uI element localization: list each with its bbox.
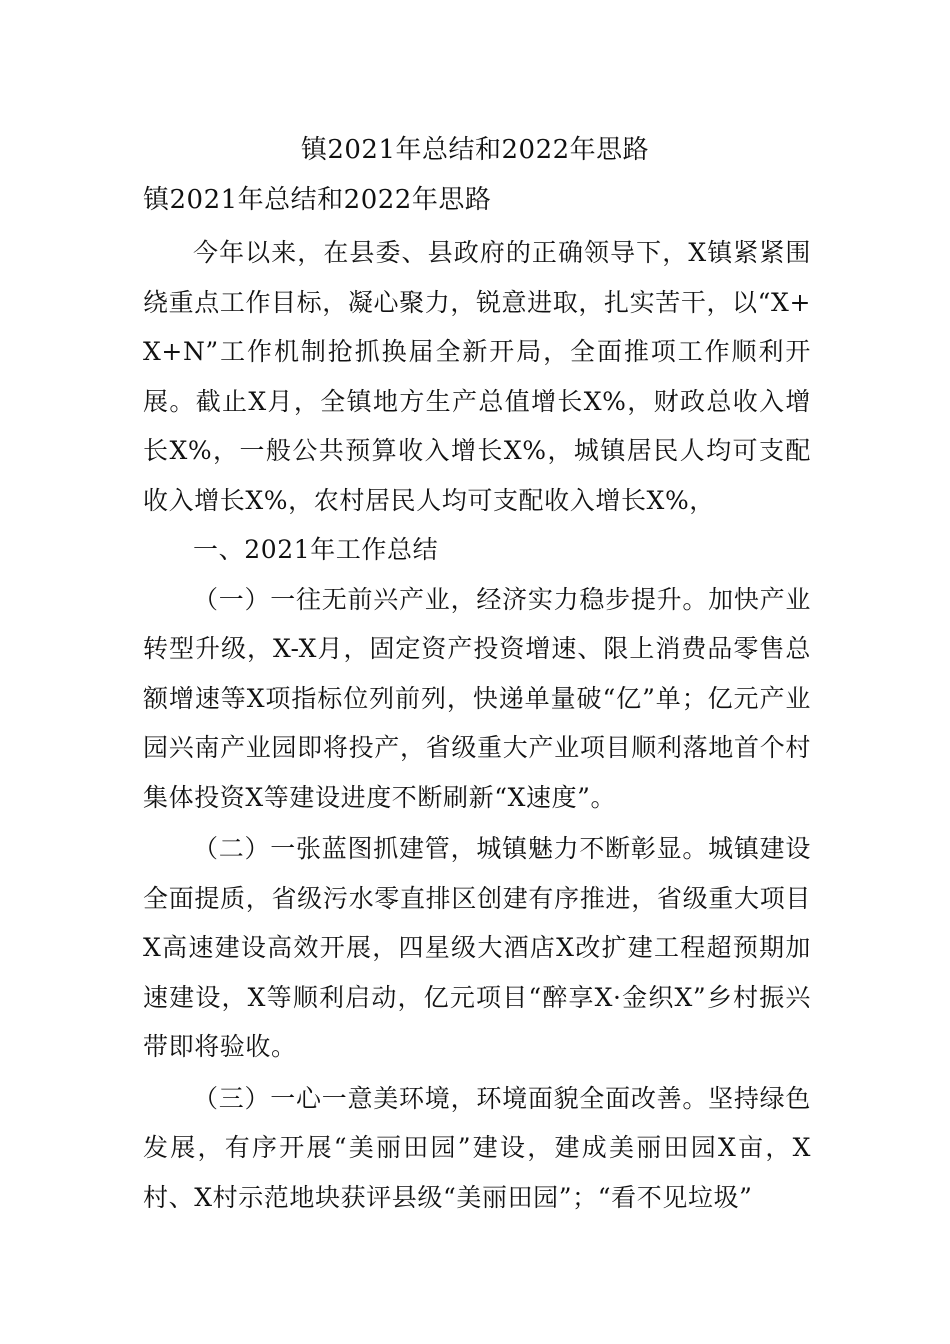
paragraph-item-3: （三）一心一意美环境，环境面貌全面改善。坚持绿色发展，有序开展“美丽田园”建设，建成美丽田园X亩，X村、X村示范地块获评县级“美丽田园”；“看不见垃圾” bbox=[143, 1083, 811, 1212]
paragraph-item-2: （二）一张蓝图抓建管，城镇魅力不断彰显。城镇建设全面提质，省级污水零直排区创建有序推进，省级重大项目X高速建设高效开展，四星级大酒店X改扩建工程超预期加速建设，X等顺利启动，亿元项目“醉享X·金织X”乡村振兴带即将验收。 bbox=[143, 834, 811, 1061]
section-heading: 一、2021年工作总结 bbox=[193, 535, 439, 564]
paragraph-intro: 今年以来，在县委、县政府的正确领导下，X镇紧紧围绕重点工作目标，凝心聚力，锐意进取，扎实苦干，以“X+X+N”工作机制抢抓换届全新开局，全面推项工作顺利开展。截止X月，全镇地方生产总值增长X%，财政总收入增长X%，一般公共预算收入增长X%，城镇居民人均可支配收入增长X%，农村居民人均可支配收入增长X%， bbox=[143, 238, 811, 515]
paragraph-item-1: （一）一往无前兴产业，经济实力稳步提升。加快产业转型升级，X-X月，固定资产投资增速、限上消费品零售总额增速等X项指标位列前列，快递单量破“亿”单；亿元产业园兴南产业园即将投产，省级重大产业项目顺利落地首个村集体投资X等建设进度不断刷新“X速度”。 bbox=[143, 584, 811, 812]
document-title: 镇2021年总结和2022年思路 bbox=[300, 135, 650, 165]
document-body bbox=[143, 228, 811, 1222]
document-subtitle: 镇2021年总结和2022年思路 bbox=[143, 185, 492, 215]
